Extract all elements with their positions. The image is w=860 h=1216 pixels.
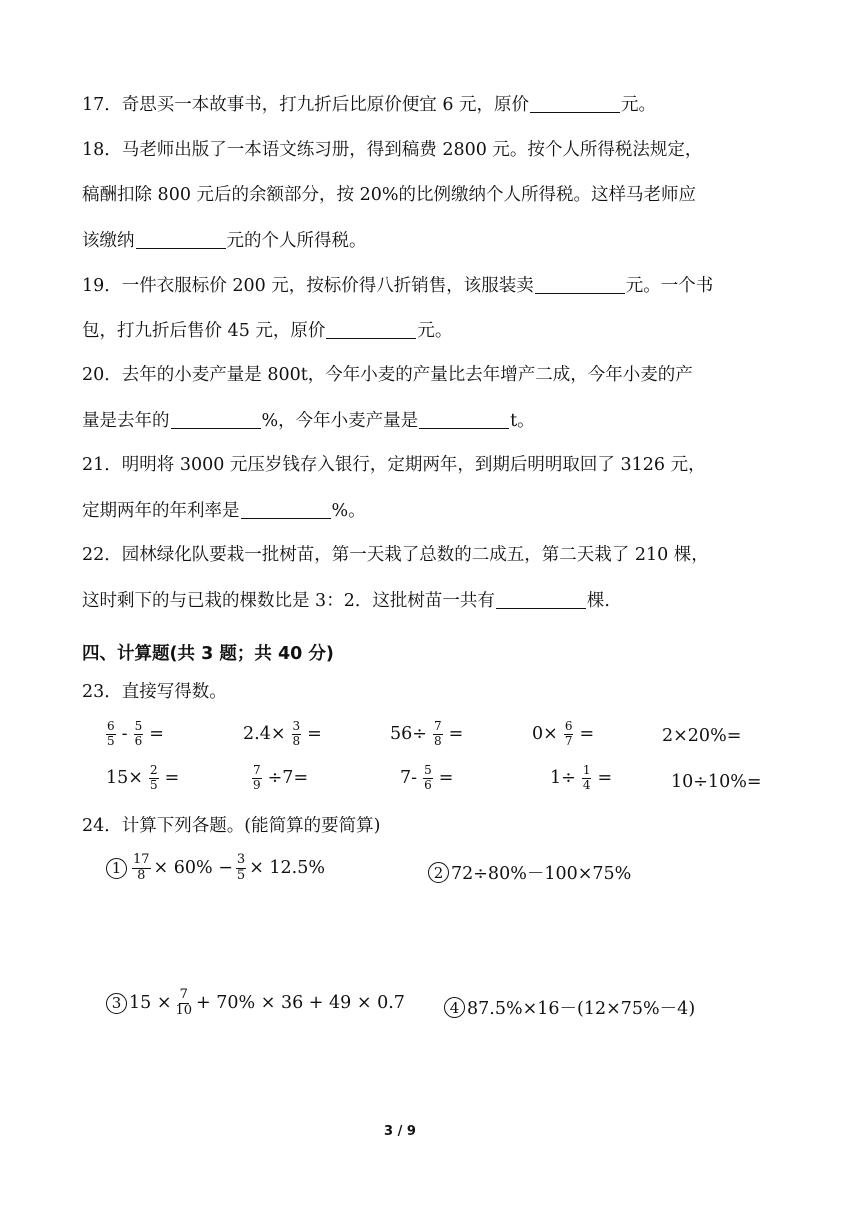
q23-r2-a [106, 764, 179, 793]
answer-blank[interactable] [530, 96, 620, 113]
q21-text-end: %。 [331, 501, 366, 521]
q23-r1-d [532, 720, 594, 749]
question-23-title: 23．直接写得数。 [82, 682, 227, 702]
q18-text: 该缴纳 [82, 231, 135, 251]
equals: = [597, 768, 613, 789]
q24-part-3 [106, 988, 405, 1019]
circled-number-4-icon: 4 [444, 997, 465, 1018]
equals: = [438, 768, 454, 789]
expr-prefix: 1÷ [550, 768, 576, 789]
fraction: $\frac{17}{8}$ [133, 852, 150, 883]
q23-r1-c [390, 720, 463, 749]
expr-end: × 12.5% [249, 858, 326, 879]
fraction: $\frac{7}{10}$ [175, 987, 193, 1018]
expr-suffix: ÷7= [267, 768, 309, 789]
answer-blank[interactable] [535, 277, 625, 294]
fraction: $\frac{1}{4}$ [582, 763, 591, 792]
question-18-line-1: 18．马老师出版了一本语文练习册，得到稿费 2800 元。按个人所得税法规定， [82, 140, 703, 160]
expr-text: 87.5%×16－(12×75%－4) [467, 999, 696, 1019]
question-21-line-2 [82, 502, 366, 521]
circled-number-1-icon: 1 [106, 858, 127, 879]
q20-text: 量是去年的 [82, 411, 170, 431]
fraction: $\frac{2}{5}$ [149, 763, 158, 792]
q24-part-1 [106, 853, 325, 884]
question-21-line-1: 21．明明将 3000 元压岁钱存入银行，定期两年，到期后明明取回了 3126 元， [82, 455, 706, 475]
equals: = [448, 724, 464, 745]
q23-r2-e [671, 772, 762, 792]
question-19-line-2 [82, 322, 452, 341]
expr-prefix: 15× [106, 768, 143, 789]
fraction: $\frac{3}{8}$ [292, 719, 301, 748]
expr-text: 2×20%= [662, 726, 742, 746]
answer-blank[interactable] [419, 412, 509, 429]
question-18-line-3 [82, 232, 367, 251]
q22-text-end: 棵. [586, 591, 610, 611]
fraction: $\frac{7}{8}$ [433, 719, 442, 748]
answer-blank[interactable] [326, 322, 416, 339]
q17-text: 17．奇思买一本故事书，打九折后比原价便宜 6 元，原价 [82, 95, 530, 115]
answer-blank[interactable] [496, 592, 586, 609]
q18-text-end: 元的个人所得税。 [226, 231, 367, 251]
q23-r2-d [550, 764, 612, 793]
q20-text-mid: %，今年小麦产量是 [261, 411, 419, 431]
expr-end: + 70% × 36 + 49 × 0.7 [196, 993, 405, 1014]
circled-number-2-icon: 2 [428, 862, 449, 883]
q19-text-2: 包，打九折后售价 45 元，原价 [82, 321, 326, 341]
equals: = [164, 768, 180, 789]
equals: = [307, 724, 322, 745]
operator: - [121, 724, 128, 745]
fraction: $\frac{3}{5}$ [236, 852, 246, 883]
question-17 [82, 96, 656, 115]
question-24-title: 24．计算下列各题。(能简算的要简算) [82, 816, 381, 836]
q23-r1-e [662, 726, 741, 746]
q22-text: 这时剩下的与已栽的棵数比是 3：2．这批树苗一共有 [82, 591, 495, 611]
q24-part-4 [444, 995, 695, 1020]
page-number: 3 / 9 [384, 1124, 416, 1139]
q23-r1-b [243, 720, 322, 749]
expr-start: 15 × [129, 993, 172, 1014]
q19-text-mid: 元。一个书 [625, 276, 714, 296]
expr-prefix: 7- [400, 768, 418, 789]
question-20-line-2 [82, 412, 535, 431]
expr-text: 10÷10%= [671, 772, 762, 792]
fraction: $\frac{6}{7}$ [564, 719, 573, 748]
q21-text: 定期两年的年利率是 [82, 501, 240, 521]
fraction: $\frac{5}{6}$ [134, 719, 143, 748]
answer-blank[interactable] [136, 232, 226, 249]
expr-prefix: 0× [532, 724, 558, 745]
expr-prefix: 56÷ [390, 724, 427, 745]
expr-text: 72÷80%－100×75% [451, 864, 632, 884]
equals: = [149, 724, 164, 745]
question-18-line-2: 稿酬扣除 800 元后的余额部分，按 20%的比例缴纳个人所得税。这样马老师应 [82, 185, 696, 205]
q19-text-end: 元。 [417, 321, 453, 341]
fraction: $\frac{5}{6}$ [424, 763, 432, 792]
answer-blank[interactable] [171, 412, 261, 429]
section-title: 四、计算题(共 3 题；共 40 分) [82, 644, 334, 664]
q17-text-end: 元。 [621, 95, 657, 115]
q23-r1-a [106, 720, 164, 749]
fraction: $\frac{7}{9}$ [253, 763, 261, 792]
q23-r2-b [246, 764, 308, 793]
expr-prefix: 2.4× [243, 724, 286, 745]
question-22-line-1: 22．园林绿化队要栽一批树苗，第一天栽了总数的二成五，第二天栽了 210 棵， [82, 545, 709, 565]
answer-blank[interactable] [241, 502, 331, 519]
q24-part-2 [428, 860, 631, 885]
q19-text: 19．一件衣服标价 200 元，按标价得八折销售，该服装卖 [82, 276, 534, 296]
q20-text-end: t。 [510, 411, 535, 431]
fraction: $\frac{6}{5}$ [107, 719, 115, 748]
question-19-line-1 [82, 277, 713, 296]
circled-number-3-icon: 3 [106, 993, 127, 1014]
question-22-line-2 [82, 592, 610, 611]
expr-mid: × 60% − [153, 858, 233, 879]
question-20-line-1: 20．去年的小麦产量是 800t，今年小麦的产量比去年增产二成，今年小麦的产 [82, 365, 693, 385]
equals: = [579, 724, 595, 745]
q23-r2-c [400, 764, 453, 793]
